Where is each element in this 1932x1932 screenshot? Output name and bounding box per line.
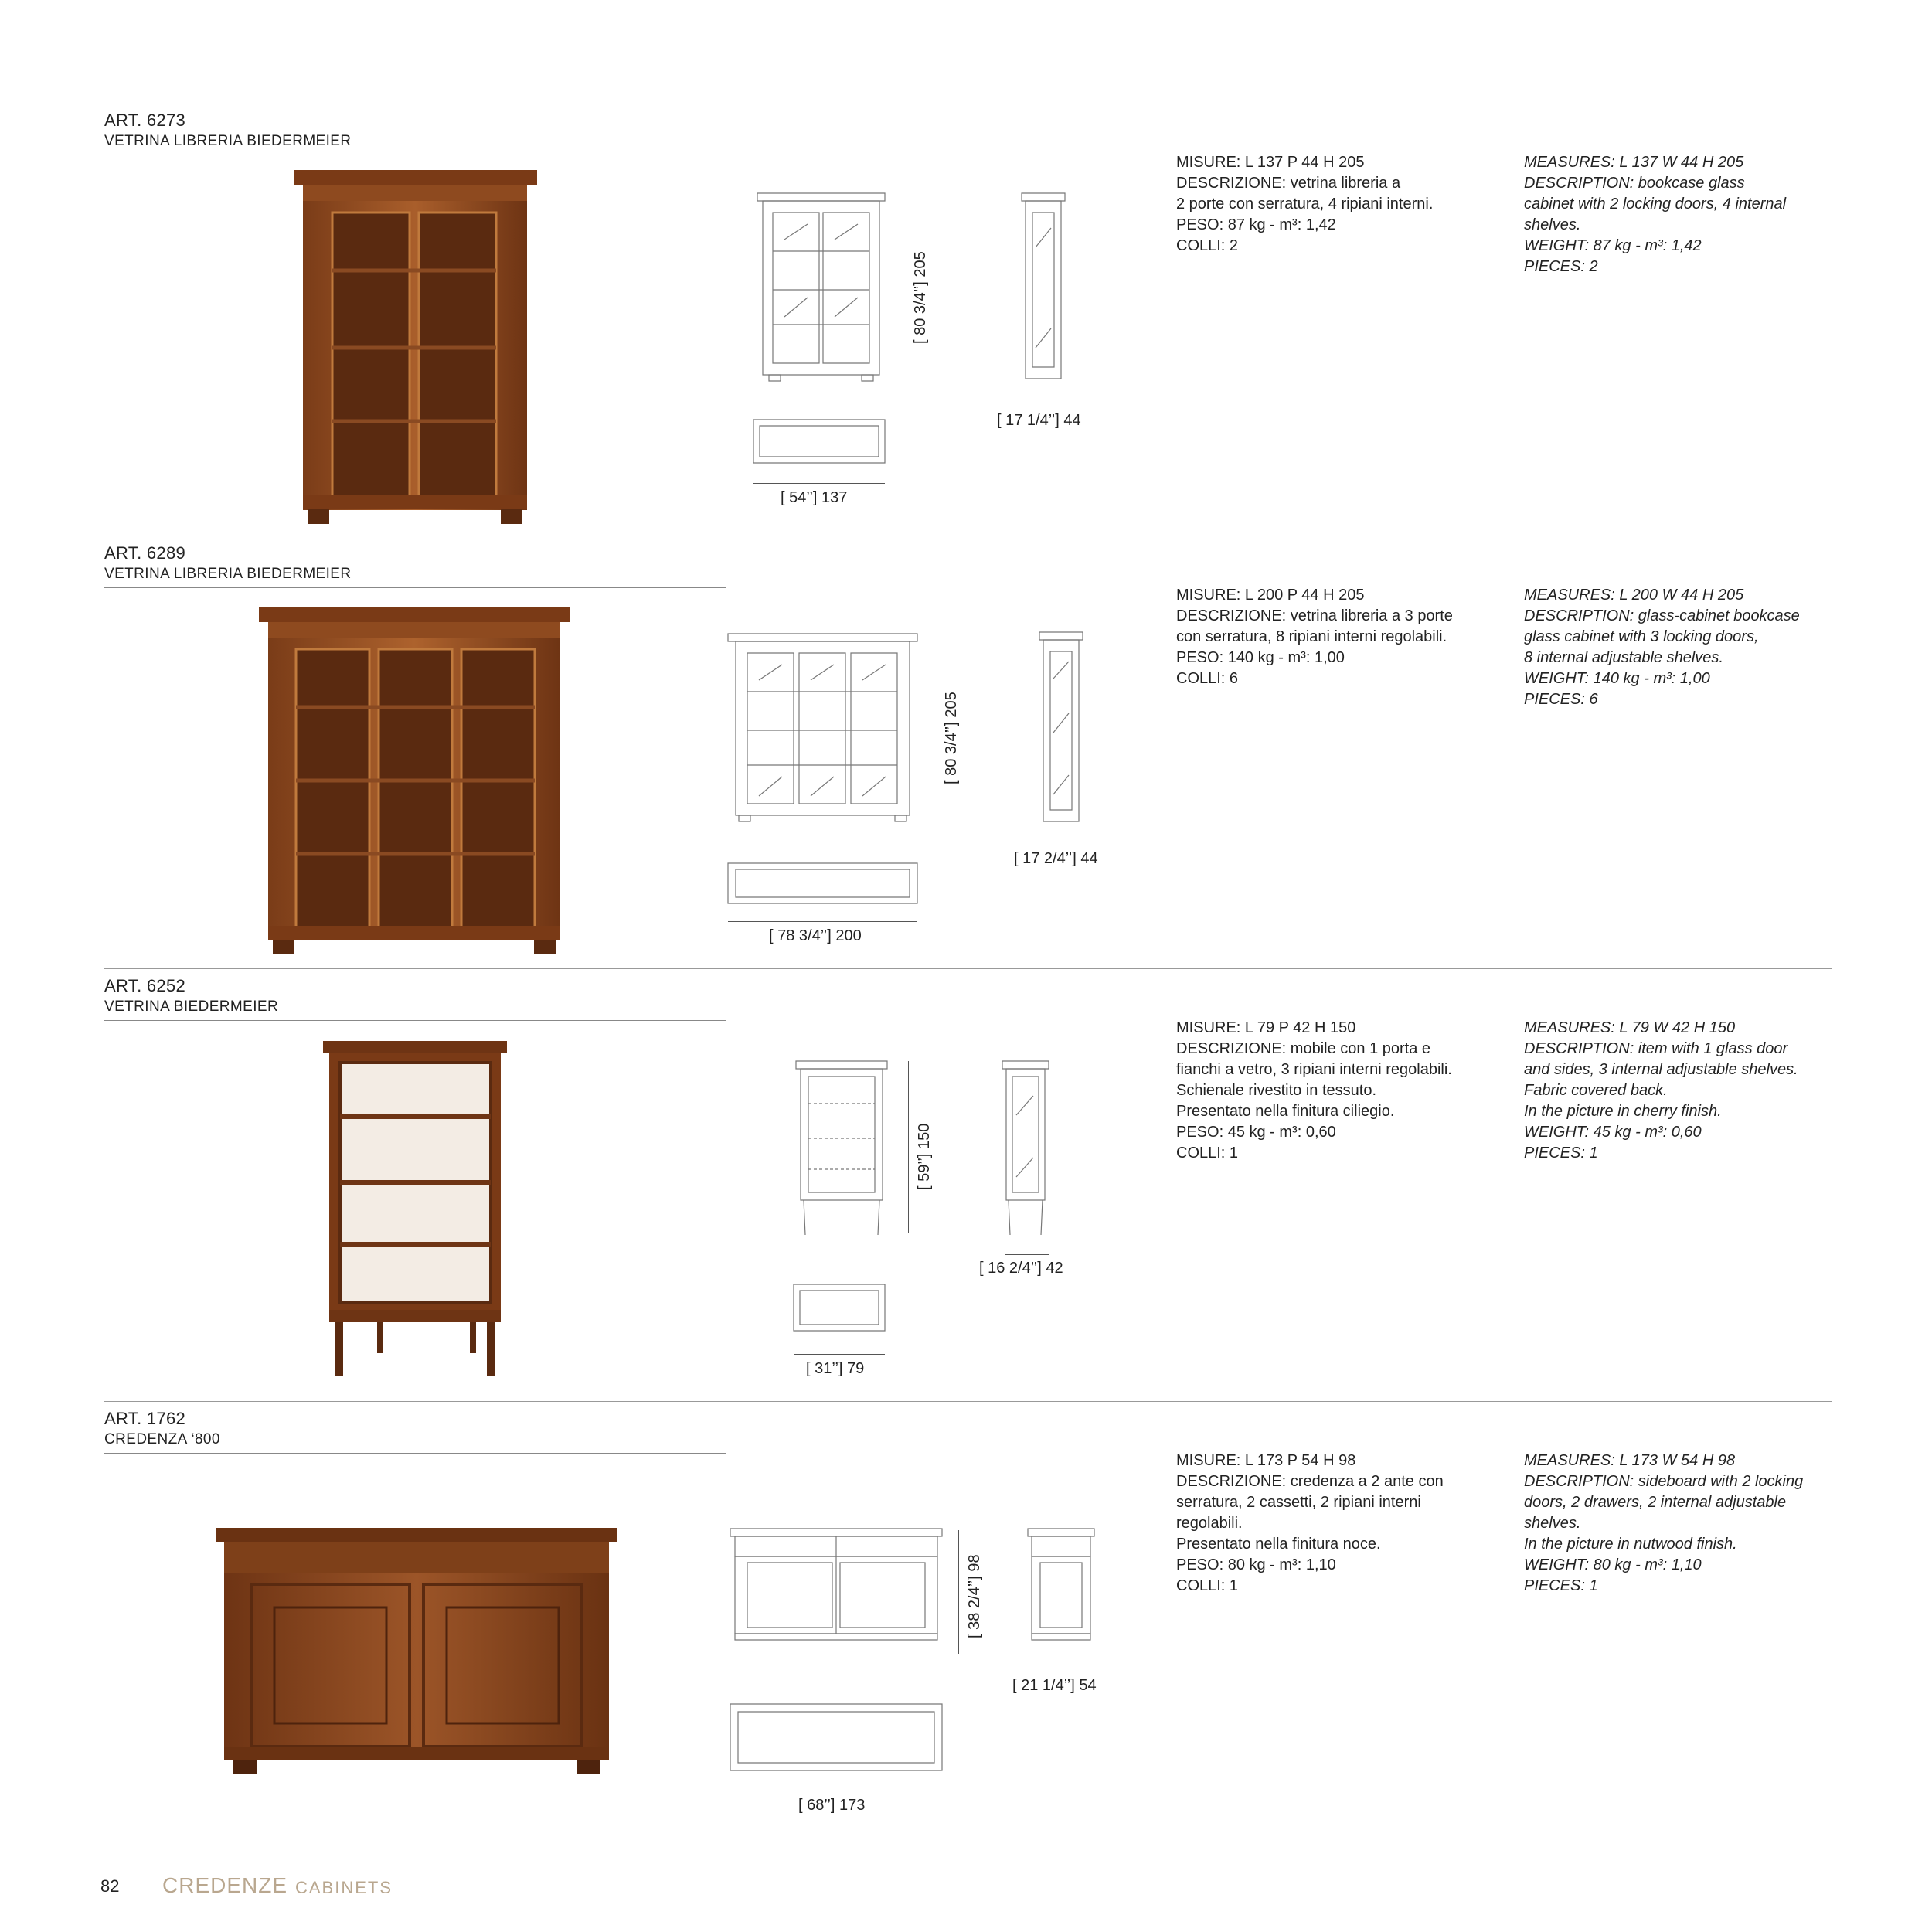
spec-line: DESCRIPTION: item with 1 glass door	[1524, 1040, 1788, 1057]
spec-line: MEASURES: L 79 W 42 H 150	[1524, 1019, 1736, 1036]
spec-line: COLLI: 1	[1176, 1577, 1239, 1594]
front-view-drawing	[753, 193, 889, 386]
width-dimension-label: [ 31’’] 79	[806, 1360, 865, 1377]
spec-line: DESCRIZIONE: vetrina libreria a 3 porte	[1176, 607, 1453, 624]
category-title: CREDENZE	[162, 1873, 288, 1897]
spec-english	[1524, 1451, 1849, 1597]
spec-line: WEIGHT: 87 kg - m³: 1,42	[1524, 237, 1702, 254]
width-dimension-label: [ 68’’] 173	[798, 1797, 866, 1814]
page-number: 82	[100, 1876, 120, 1896]
spec-line: WEIGHT: 45 kg - m³: 0,60	[1524, 1124, 1702, 1141]
spec-line: COLLI: 2	[1176, 237, 1239, 254]
front-view-drawing	[796, 1061, 889, 1239]
title-underline	[104, 1020, 726, 1021]
product-name: VETRINA LIBRERIA BIEDERMEIER	[104, 566, 352, 582]
top-view-drawing	[728, 863, 919, 906]
spec-english	[1524, 152, 1849, 277]
spec-english	[1524, 1018, 1849, 1164]
spec-line: PESO: 45 kg - m³: 0,60	[1176, 1124, 1336, 1141]
top-view-drawing	[730, 1704, 944, 1774]
article-number: ART. 1762	[104, 1409, 186, 1428]
spec-line: PIECES: 1	[1524, 1577, 1598, 1594]
depth-dimension-line	[1005, 1254, 1049, 1255]
spec-line: PIECES: 1	[1524, 1145, 1598, 1162]
depth-dimension-label: [ 16 2/4’’] 42	[979, 1260, 1063, 1277]
spec-line: DESCRIZIONE: credenza a 2 ante con	[1176, 1473, 1444, 1490]
spec-line: con serratura, 8 ripiani interni regolabili.	[1176, 628, 1447, 645]
spec-line: DESCRIZIONE: mobile con 1 porta e	[1176, 1040, 1431, 1057]
front-view-drawing	[730, 1529, 944, 1652]
article-number: ART. 6273	[104, 111, 186, 130]
title-underline	[104, 1453, 726, 1454]
section-divider	[104, 1401, 1832, 1402]
section-divider	[104, 968, 1832, 969]
height-dimension-label: [ 80 3/4’’] 205	[943, 692, 960, 784]
article-number: ART. 6252	[104, 976, 186, 995]
spec-line: PESO: 140 kg - m³: 1,00	[1176, 649, 1345, 666]
spec-line: DESCRIPTION: glass-cabinet bookcase	[1524, 607, 1800, 624]
width-dimension-line	[794, 1354, 885, 1355]
product-photo	[216, 1526, 618, 1777]
spec-line: PESO: 87 kg - m³: 1,42	[1176, 216, 1336, 233]
depth-dimension-label: [ 17 2/4’’] 44	[1014, 850, 1098, 867]
spec-line: MISURE: L 79 P 42 H 150	[1176, 1019, 1356, 1036]
spec-line: MISURE: L 200 P 44 H 205	[1176, 587, 1365, 604]
spec-line: PESO: 80 kg - m³: 1,10	[1176, 1556, 1336, 1573]
height-dimension-line	[908, 1061, 909, 1233]
spec-line: WEIGHT: 80 kg - m³: 1,10	[1524, 1556, 1702, 1573]
spec-line: DESCRIPTION: bookcase glass	[1524, 175, 1745, 192]
spec-line: Schienale rivestito in tessuto.	[1176, 1082, 1377, 1099]
spec-line: doors, 2 drawers, 2 internal adjustable	[1524, 1494, 1787, 1511]
spec-line: COLLI: 6	[1176, 670, 1239, 687]
width-dimension-label: [ 78 3/4’’] 200	[769, 927, 862, 944]
spec-line: PIECES: 6	[1524, 691, 1598, 708]
width-dimension-line	[728, 921, 917, 922]
article-number: ART. 6289	[104, 543, 186, 563]
depth-dimension-label: [ 21 1/4’’] 54	[1012, 1677, 1097, 1694]
product-photo	[259, 603, 572, 954]
side-view-drawing	[1039, 632, 1083, 829]
spec-italian	[1176, 585, 1501, 689]
spec-line: Fabric covered back.	[1524, 1082, 1668, 1099]
spec-line: MISURE: L 137 P 44 H 205	[1176, 154, 1365, 171]
spec-italian	[1176, 152, 1501, 257]
spec-line: shelves.	[1524, 1515, 1581, 1532]
width-dimension-label: [ 54’’] 137	[781, 489, 848, 506]
product-name: VETRINA LIBRERIA BIEDERMEIER	[104, 133, 352, 149]
spec-line: Presentato nella finitura noce.	[1176, 1536, 1381, 1553]
product-name: CREDENZA ‘800	[104, 1431, 220, 1447]
side-view-drawing	[1028, 1529, 1096, 1652]
spec-line: In the picture in nutwood finish.	[1524, 1536, 1737, 1553]
spec-line: MEASURES: L 173 W 54 H 98	[1524, 1452, 1736, 1469]
spec-line: DESCRIPTION: sideboard with 2 locking	[1524, 1473, 1804, 1490]
spec-line: In the picture in cherry finish.	[1524, 1103, 1722, 1120]
spec-line: shelves.	[1524, 216, 1581, 233]
spec-line: glass cabinet with 3 locking doors,	[1524, 628, 1759, 645]
spec-line: and sides, 3 internal adjustable shelves.	[1524, 1061, 1798, 1078]
height-dimension-label: [ 38 2/4’’] 98	[966, 1554, 983, 1638]
spec-italian	[1176, 1451, 1501, 1597]
height-dimension-label: [ 80 3/4’’] 205	[912, 251, 929, 344]
top-view-drawing	[794, 1284, 886, 1332]
spec-line: cabinet with 2 locking doors, 4 internal	[1524, 196, 1787, 213]
spec-line: WEIGHT: 140 kg - m³: 1,00	[1524, 670, 1710, 687]
side-view-drawing	[1022, 193, 1068, 386]
spec-line: MISURE: L 173 P 54 H 98	[1176, 1452, 1356, 1469]
height-dimension-label: [ 59’’] 150	[916, 1123, 933, 1190]
spec-italian	[1176, 1018, 1501, 1164]
top-view-drawing	[753, 420, 886, 464]
side-view-drawing	[1002, 1061, 1050, 1239]
spec-line: MEASURES: L 200 W 44 H 205	[1524, 587, 1744, 604]
spec-line: COLLI: 1	[1176, 1145, 1239, 1162]
spec-line: regolabili.	[1176, 1515, 1243, 1532]
title-underline	[104, 587, 726, 588]
spec-line: serratura, 2 cassetti, 2 ripiani interni	[1176, 1494, 1421, 1511]
spec-line: DESCRIZIONE: vetrina libreria a	[1176, 175, 1401, 192]
spec-english	[1524, 585, 1849, 710]
spec-line: 2 porte con serratura, 4 ripiani interni.	[1176, 196, 1434, 213]
front-view-drawing	[728, 634, 917, 827]
spec-line: 8 internal adjustable shelves.	[1524, 649, 1723, 666]
spec-line: PIECES: 2	[1524, 258, 1598, 275]
product-name: VETRINA BIEDERMEIER	[104, 998, 279, 1015]
spec-line: Presentato nella finitura ciliegio.	[1176, 1103, 1395, 1120]
height-dimension-line	[958, 1530, 959, 1654]
category-title-english: CABINETS	[295, 1878, 393, 1897]
product-photo	[323, 1039, 509, 1379]
depth-dimension-label: [ 17 1/4’’] 44	[997, 412, 1081, 429]
product-photo	[294, 166, 541, 529]
spec-line: fianchi a vetro, 3 ripiani interni regolabili.	[1176, 1061, 1452, 1078]
spec-line: MEASURES: L 137 W 44 H 205	[1524, 154, 1744, 171]
width-dimension-line	[753, 483, 885, 484]
